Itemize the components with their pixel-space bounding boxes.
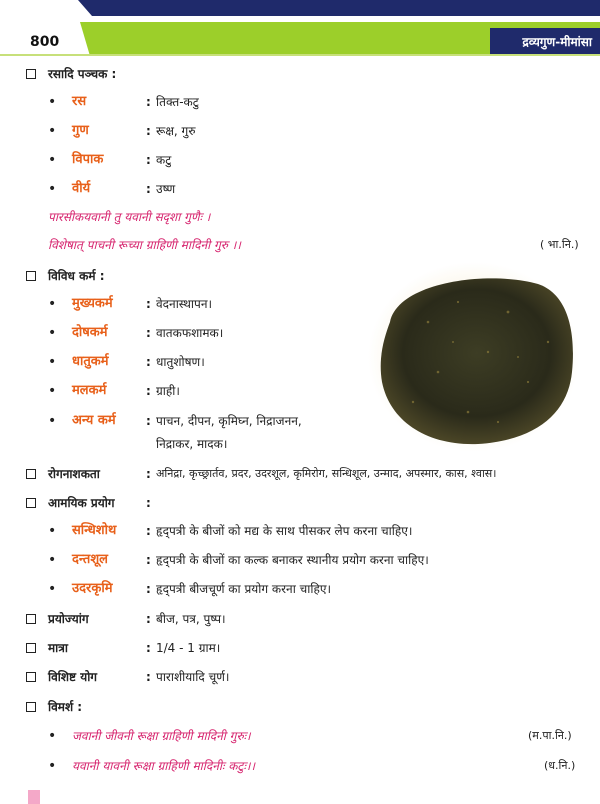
bullet-icon: • — [48, 728, 57, 744]
value: वेदनास्थापन। — [156, 297, 213, 311]
checkbox-square-icon — [26, 643, 36, 653]
bullet-icon: • — [48, 758, 57, 774]
herb-seed-powder-image — [368, 262, 580, 452]
value: कटु — [156, 153, 172, 167]
colon: : — [146, 414, 151, 428]
checkbox-square-icon — [26, 69, 36, 79]
term: विपाक — [72, 152, 104, 167]
vimarsh-heading: विमर्श : — [48, 700, 83, 714]
bullet-icon: • — [48, 523, 57, 539]
colon: : — [146, 182, 151, 196]
colon: : — [146, 95, 151, 109]
bullet-icon: • — [48, 581, 57, 597]
bullet-icon: • — [48, 552, 57, 568]
matra-heading: मात्रा — [48, 641, 69, 655]
term: उदरकृमि — [72, 581, 113, 596]
colon: : — [146, 496, 151, 510]
karma-heading: विविध कर्म : — [48, 269, 105, 283]
checkbox-square-icon — [26, 672, 36, 682]
value: रूक्ष, गुरु — [156, 124, 196, 138]
rognashakta-heading: रोगनाशकता — [48, 467, 100, 481]
value: बीज, पत्र, पुष्प। — [156, 612, 226, 626]
bullet-icon: • — [48, 325, 57, 341]
verse-reference: (ध.नि.) — [544, 759, 576, 772]
verse-text: जवानी जीवनी रूक्षा ग्राहिणी मादिनी गुरुः। — [72, 729, 251, 743]
bullet-icon: • — [48, 94, 57, 110]
colon: : — [146, 612, 151, 626]
term: धातुकर्म — [72, 354, 109, 369]
colon: : — [146, 553, 151, 567]
colon: : — [146, 670, 151, 684]
colon: : — [146, 582, 151, 596]
colon: : — [146, 355, 151, 369]
footer-color-mark — [28, 790, 40, 804]
page-number: 800 — [30, 34, 60, 50]
value: उष्ण — [156, 182, 176, 196]
bullet-icon: • — [48, 296, 57, 312]
value: वातकफशामक। — [156, 326, 224, 340]
verse-text: यवानी यावनी रूक्षा ग्राहिणी मादिनीः कटुः।। — [72, 759, 256, 773]
value: धातुशोषण। — [156, 355, 205, 369]
colon: : — [146, 326, 151, 340]
rasadi-heading: रसादि पञ्चक : — [48, 67, 117, 81]
checkbox-square-icon — [26, 702, 36, 712]
bullet-icon: • — [48, 413, 57, 429]
term: गुण — [72, 123, 89, 138]
value: तिक्त-कटु — [156, 95, 199, 109]
checkbox-square-icon — [26, 614, 36, 624]
term: अन्य कर्म — [72, 413, 116, 428]
bullet-icon: • — [48, 181, 57, 197]
prayog-heading: आमयिक प्रयोग — [48, 496, 115, 510]
term: रस — [72, 94, 87, 109]
term: दन्तशूल — [72, 552, 108, 567]
checkbox-square-icon — [26, 469, 36, 479]
value: ग्राही। — [156, 384, 180, 398]
value: अनिद्रा, कृच्छ्रार्तव, प्रदर, उदरशूल, कृमिरोग, सन्धिशूल, उन्माद, अपस्मार, कास, श्वास। — [156, 467, 497, 480]
colon: : — [146, 153, 151, 167]
colon: : — [146, 124, 151, 138]
colon: : — [146, 384, 151, 398]
term: मुख्यकर्म — [72, 296, 113, 311]
term: सन्धिशोथ — [72, 523, 117, 538]
term: दोषकर्म — [72, 325, 108, 340]
value: पाचन, दीपन, कृमिघ्न, निद्राजनन, — [156, 414, 302, 428]
value: 1/4 - 1 ग्राम। — [156, 641, 221, 655]
colon: : — [146, 641, 151, 655]
checkbox-square-icon — [26, 271, 36, 281]
verse-text: पारसीकयवानी तु यवानी सदृशा गुणैः । — [48, 210, 211, 224]
prayojyang-heading: प्रयोज्यांग — [48, 612, 89, 626]
verse-reference: (म.पा.नि.) — [528, 729, 572, 742]
colon: : — [146, 524, 151, 538]
vishishta-heading: विशिष्ट योग — [48, 670, 98, 684]
colon: : — [146, 467, 151, 481]
colon: : — [146, 297, 151, 311]
bullet-icon: • — [48, 152, 57, 168]
bullet-icon: • — [48, 383, 57, 399]
term: वीर्य — [72, 181, 91, 196]
value: हृद्पत्री के बीजों का कल्क बनाकर स्थानीय प्रयोग करना चाहिए। — [156, 553, 429, 567]
header-band — [0, 0, 600, 60]
bullet-icon: • — [48, 123, 57, 139]
verse-text: विशेषात् पाचनी रूच्या ग्राहिणी मादिनी गुरु ।। — [48, 238, 241, 252]
checkbox-square-icon — [26, 498, 36, 508]
bullet-icon: • — [48, 354, 57, 370]
running-title: द्रव्यगुण-मीमांसा — [522, 35, 592, 49]
value: निद्राकर, मादक। — [156, 437, 228, 451]
term: मलकर्म — [72, 383, 107, 398]
verse-reference: ( भा.नि.) — [540, 238, 579, 251]
value: पाराशीयादि चूर्ण। — [156, 670, 230, 684]
page-header — [0, 0, 600, 60]
value: हृद्पत्री के बीजों को मद्य के साथ पीसकर लेप करना चाहिए। — [156, 524, 413, 538]
value: हृद्पत्री बीजचूर्ण का प्रयोग करना चाहिए। — [156, 582, 332, 596]
